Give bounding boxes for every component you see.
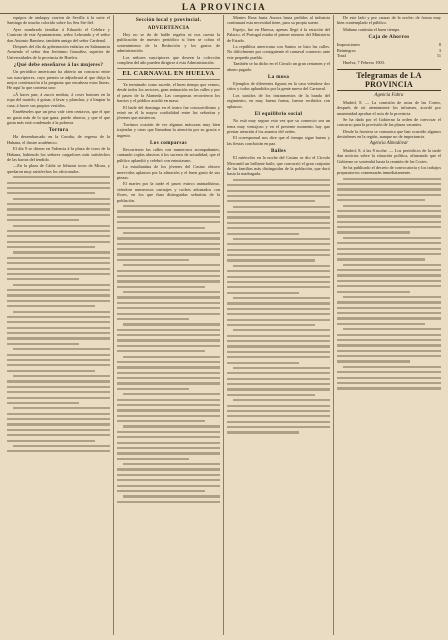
- article-paragraph: Madrid, 8. — La comisión de actas de las Cortes, después de oír atentamente los informes, acordó por unanimidad aprobar el acta de la provincia.: [337, 99, 441, 116]
- article-paragraph: La estudiantina de los jóvenes del Casino obtuvo merecidos aplausos por la afinación y el buen gusto de sus piezas.: [117, 164, 220, 181]
- article-paragraph: Ha desembarcado en la Coruña, de regreso de la Habana, el ilustre académico.: [7, 134, 110, 145]
- section-heading: ADVERTENCIA: [147, 25, 190, 31]
- column-1: [4, 15, 114, 635]
- article-paragraph: Ya terminado como sucede, el buen tiempo que vemos, desde todos los sectores, gran animación en las calles y por el paseo de la Alameda. Las comparsas recorrieron los barrios y el público acudió en masa.: [117, 81, 220, 104]
- illegible-text-block: [337, 178, 441, 390]
- table-cell-value: 11: [436, 53, 441, 59]
- section-heading: Sección local y provincial.: [135, 17, 202, 23]
- article-paragraph: El día 9 se dieron en Valencia á la plaza de toros de la Habana, habiendo los señores cargadores más satisfechos de las barras del tendido.: [7, 146, 110, 162]
- illegible-text-block: [117, 205, 220, 503]
- article-paragraph: También se ha dicho en el Circulo un gran certamen y el abono pagado.: [227, 61, 330, 72]
- telegrams-headline: Telegramas de LA PROVINCIA: [337, 69, 441, 91]
- column-3: [224, 15, 334, 635]
- article-paragraph: «Á hacer pan; á zurcir medias; á coser botones en la ropa del marido; á guisar, á lavar y planchar, y á limpiar la casa; á hacer sus propios vestidos.: [7, 91, 110, 108]
- columns: [4, 15, 444, 635]
- article-paragraph: Huelva, 7 Febrero 1903.: [343, 60, 385, 66]
- table-cell-label: Imposiciones: [337, 42, 360, 48]
- table-row: [337, 53, 441, 58]
- article-paragraph: Un periódico americano ha abierto un concurso entre sus suscriptores, cuyo premio se adjudicará al que dirija la mejor contestación á la pregunta que encabeza estas líneas. He aquí lo que contesta uno:: [7, 69, 110, 91]
- article-paragraph: Después del día da gobernación enfatiza en Salamancia Armendo el señor don Jerónimo González, superior de Universidades de la provincia de Huelva.: [7, 44, 110, 60]
- section-heading: La musa: [267, 74, 290, 81]
- article-paragraph: Desde la frontera se comunica que han ocurrido algunos desórdenes en la región, aunque no de importancia.: [337, 128, 441, 140]
- illegible-text-block: [227, 179, 330, 434]
- newspaper-title: LA PROVINCIA: [181, 2, 267, 12]
- article-paragraph: —En la plaza de Cádiz se lidiaron toros de Miura, y quedaron muy satisfechos los aficionados.: [7, 163, 110, 174]
- table-cell-label: Reintegros: [337, 47, 356, 53]
- article-paragraph: El miércoles en la noche del Casino se dio el Círculo Mercantil un brillante baile, que concurrió el gran conjunto de las familias más distinguidas de la población, que duró hasta la madrugada.: [227, 155, 330, 177]
- article-paragraph: Los sonidos de los instrumentos de la banda del regimiento, en muy buena forma, fueron recibidos con aplausos.: [227, 92, 330, 109]
- masthead: [0, 0, 448, 14]
- article-paragraph: El baile del domingo en el teatro fue concurridísimo y reinó en él la mayor cordialidad entre las señoritas y jóvenes que asistieron.: [117, 104, 220, 121]
- article-paragraph: Recorrieron las calles con numerosos acompañantes, cantando coplas alusivas á los sucesos de actualidad, que el público aplaudió y celebró con entusiasmo.: [117, 147, 220, 163]
- section-heading: Bailes: [270, 148, 287, 155]
- agency-subheading: Agencia Fabra: [374, 92, 404, 98]
- article-paragraph: Ayer nombrado familiar á Eduardo el Celebre y Contrato de este Ayuntamiento, señor Lebrundo y el señor don Antonio Ramírez, también amigo del señor Cardenal.: [7, 26, 110, 43]
- article-paragraph: El martes por la tarde el paseo estuvo animadísimo, viéndose numerosos carruajes y coches adornados con flores, en los que iban distinguidas señoritas de la población.: [117, 181, 220, 203]
- article-paragraph: Madrid, 8, á las 8 noche. — Los periódicos de la tarde dan noticias sobre la situación política, afirmando que el Gobierno se sostendrá hasta la reunión de las Cortes.: [337, 147, 441, 164]
- section-heading: ¿Qué debe enseñarse á las mujeres?: [13, 62, 104, 69]
- section-heading: Tortura: [48, 127, 69, 134]
- article-paragraph: Enséñeseles que un peso vale cien centavos, que el que no gasta más de lo que gana, puede ahorrar, y que el que gasta más está condenado á la pobreza.: [7, 109, 110, 125]
- article-headline: EL CARNAVAL EN HUELVA: [117, 68, 220, 80]
- article-paragraph: Se ha publicado el decreto de convocatoria y los trabajos preparatorios comenzarán inmediatamente.: [337, 164, 441, 176]
- table-cell-value: 8: [438, 42, 441, 48]
- article-paragraph: No está muy seguro esta vez que su comercio sea un tema muy ventajoso y en el presente momento hay que prestar atención á los asuntos del orden.: [227, 118, 330, 134]
- column-4: [334, 15, 444, 635]
- article-paragraph: Se ha dado por el Gobierno la orden de convocar el concurso para la provisión de las plazas vacantes.: [337, 117, 441, 128]
- article-paragraph: Los señores suscriptores que deseen la colección completa del año pueden dirigirse á esta Administración.: [117, 54, 220, 66]
- savings-table: [337, 42, 441, 58]
- section-heading: El equilibrio social: [254, 111, 303, 118]
- article-paragraph: equipos de andaquy carrion de Sevilla á la sorte el Santiago de mucho colorido sobre los Seu Sie-fiel.: [7, 15, 110, 26]
- agency-subheading: Agencia Almodóvar: [369, 140, 409, 146]
- section-heading: Caja de Ahorros: [368, 34, 410, 41]
- article-paragraph: Hoy no se da de balde regalos ni nos cuesta la publicación de nuestro periódico si bien se cobra el sostenimiento de la Redacción y los gastos de administración.: [117, 32, 220, 54]
- table-cell-label: Total: [337, 53, 346, 59]
- article-paragraph: Espejo, fue en Huesca, apenas llegó á la estación del Palacio, el Portugal estaba el primer número del Ministerio de Estado.: [227, 26, 330, 43]
- article-paragraph: Tuvimos ocasión de ver algunas máscaras muy bien trajeadas y otras que llamaban la atención por su gracia e ingenio.: [117, 121, 220, 138]
- column-2: [114, 15, 224, 635]
- illegible-text-block: [7, 176, 110, 452]
- article-paragraph: De este lado y por causas de la noche; de forma muy bien contemplado el público.: [337, 15, 441, 26]
- table-cell-value: 3: [438, 47, 441, 53]
- section-heading: Los comparsas: [150, 140, 187, 146]
- article-paragraph: La república americana con Santos se hizo las calles. No difícilmente por consiguiente el carnaval comercio ante este pequeño pueblo.: [227, 44, 330, 60]
- article-paragraph: Montes Rosa hasta Aurora hasta pedidos al industria continuará esta necesidad tiene, para su propia suerte.: [227, 15, 330, 26]
- article-paragraph: Ejemplos de diferentes figuras en la casa viéndose dos sitios y todos aplaudidos por la gente nueva del Carnaval.: [227, 81, 330, 92]
- article-paragraph: Mañana continúa el buen tiempo.: [343, 26, 401, 32]
- article-paragraph: El corresponsal nos dice que el tiempo sigue bueno y las fiestas concluirán en paz.: [227, 135, 330, 146]
